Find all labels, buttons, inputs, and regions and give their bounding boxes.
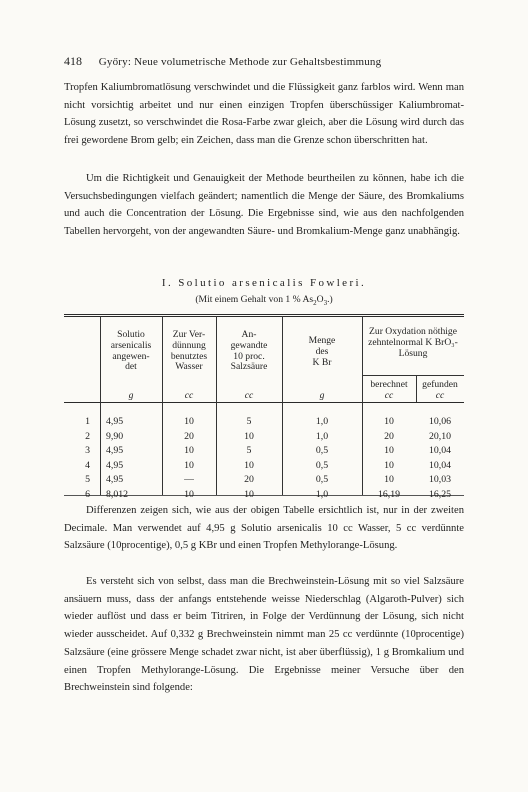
header-solutio-line-1: Solutio bbox=[117, 329, 145, 340]
cell-gefunden: 10,06 bbox=[428, 416, 452, 427]
subtitle-subscript-1: 2 bbox=[313, 298, 317, 307]
table-top-rule bbox=[64, 314, 464, 315]
paragraph-2: Um die Richtigkeit und Genauigkeit der Methode beurtheilen zu können, habe ich die Versuchsbedingungen vielfach geändert; namentlich die Menge der Säure, des Bromkaliums und auch die Concentration der Lösung. Die Ergebnisse sind, wie aus den nachfolgenden Tabellen hervorgeht, von der angewandten Säure- und Bromkalium-Menge ganz unabhängig. bbox=[64, 173, 464, 238]
cell-gefunden: 10,03 bbox=[428, 474, 452, 486]
header-solutio-line-3: angewen- bbox=[112, 350, 150, 362]
header-solutio bbox=[100, 330, 162, 373]
cell-salzsaeure: 20 bbox=[244, 474, 254, 486]
table-row bbox=[64, 474, 464, 488]
cell-kbr: 1,0 bbox=[315, 430, 329, 442]
cell-berechnet: 10 bbox=[384, 416, 394, 427]
paragraph-3: Differenzen zeigen sich, wie aus der obigen Tabelle ersichtlich ist, nur in der zweiten Decimale. Man verwendet auf 4,95 g Solutio arsenicalis 10 cc Wasser, 5 cc verdünnte Salzsäure (10procentige), 0,5 g KBr und einen Tropfen Methylorange-Lösung. bbox=[64, 505, 464, 552]
header-oxydation bbox=[362, 327, 464, 359]
header-kbr bbox=[282, 336, 362, 368]
cell-salzsaeure: 10 bbox=[244, 489, 254, 500]
header-salzsaeure-line-2: gewandte bbox=[230, 339, 268, 351]
row-index: 2 bbox=[85, 430, 90, 442]
cell-gefunden: 16,25 bbox=[428, 489, 452, 500]
row-index: 5 bbox=[85, 474, 90, 486]
header-salzsaeure-line-4: Salzsäure bbox=[230, 361, 268, 373]
cell-wasser: 20 bbox=[184, 430, 194, 442]
cell-gefunden: 10,04 bbox=[428, 445, 452, 457]
cell-kbr: 0,5 bbox=[315, 445, 329, 457]
cell-salzsaeure: 5 bbox=[246, 445, 252, 457]
header-kbr-line-3: K Br bbox=[312, 356, 332, 368]
header-wasser-line-3: benutztes bbox=[170, 350, 208, 362]
header-berechnet: berechnet bbox=[370, 379, 408, 390]
cell-solutio: 9,90 bbox=[106, 430, 124, 442]
unit-solutio: g bbox=[128, 390, 134, 401]
unit-wasser: cc bbox=[184, 390, 194, 401]
running-title: Győry: Neue volumetrische Methode zur Gehaltsbestimmung bbox=[98, 56, 382, 68]
cell-solutio: 4,95 bbox=[106, 445, 124, 457]
cell-solutio: 4,95 bbox=[106, 459, 124, 471]
header-kbr-line-1: Menge bbox=[308, 335, 336, 346]
unit-gefunden: cc bbox=[435, 390, 445, 401]
cell-solutio: 8,012 bbox=[106, 489, 129, 500]
header-wasser-line-1: Zur Ver- bbox=[172, 329, 206, 340]
row-index: 6 bbox=[85, 489, 90, 500]
cell-gefunden: 10,04 bbox=[428, 459, 452, 471]
cell-salzsaeure: 5 bbox=[246, 416, 252, 427]
subheader-rule bbox=[362, 375, 464, 376]
unit-berechnet: cc bbox=[384, 390, 394, 401]
header-solutio-line-4: det bbox=[125, 361, 137, 373]
table-row bbox=[64, 416, 464, 430]
header-kbr-line-2: des bbox=[315, 345, 329, 357]
cell-berechnet: 10 bbox=[384, 445, 394, 457]
cell-salzsaeure: 10 bbox=[244, 430, 254, 442]
cell-salzsaeure: 10 bbox=[244, 459, 254, 471]
header-oxydation-line-1: Zur Oxydation nöthige bbox=[369, 326, 457, 337]
subtitle-text-1: (Mit einem Gehalt von 1 % As bbox=[195, 294, 314, 305]
header-oxydation-line-3: Lösung bbox=[398, 347, 428, 359]
table-row bbox=[64, 445, 464, 459]
paragraph-4: Es versteht sich von selbst, dass man die Brechweinstein-Lösung mit so viel Salzsäure ansäuern muss, dass der anfangs entstehende weisse Niederschlag (Algaroth-Pulver) sich wieder auflöst und dass er beim Titriren, in Folge der Verdünnung der Lösung, sich nicht wieder ausscheidet. Auf 0,332 g Brechweinstein nimmt man 25 cc verdünnte (10procentige) Salzsäure (eine grössere Menge schadet zwar nicht, ist aber überflüssig), 1 g Bromkalium und einen Tropfen Methylorange-Lösung. Die Ergebnisse meiner Versuche über den Brechweinstein sind folgende: bbox=[64, 576, 464, 694]
subtitle-subscript-2: 3 bbox=[323, 298, 328, 307]
header-salzsaeure bbox=[216, 330, 282, 373]
paragraph-1: Tropfen Kaliumbromatlösung verschwindet und die Flüssigkeit ganz farblos wird. Wenn man nicht vorsichtig arbeitet und nur einen einzigen Tropfen überschüssiger Kaliumbromat-Lösung zusetzt, so verschwindet die Rosa-Farbe zwar gleich, aber die Lösung wird durch das frei gewordene Brom gelb; ein Zeichen, dass man die Grenze schon überschritten hat. bbox=[64, 82, 464, 147]
table-header-rule bbox=[64, 402, 464, 403]
subtitle-text-3: .) bbox=[327, 294, 333, 305]
header-wasser bbox=[162, 330, 216, 373]
cell-wasser: 10 bbox=[184, 416, 194, 427]
cell-gefunden: 20,10 bbox=[428, 430, 452, 442]
table-row bbox=[64, 431, 464, 445]
header-oxydation-line-2: zehntelnormal K BrO₃- bbox=[368, 336, 458, 348]
subtitle-text-2: O bbox=[316, 294, 324, 305]
header-wasser-line-2: dünnung bbox=[172, 339, 206, 351]
cell-kbr: 1,0 bbox=[315, 489, 329, 500]
data-table bbox=[64, 314, 464, 500]
table-row bbox=[64, 489, 464, 503]
header-solutio-line-2: arsenicalis bbox=[110, 339, 152, 351]
cell-solutio: 4,95 bbox=[106, 416, 124, 427]
cell-wasser: 10 bbox=[184, 445, 194, 457]
cell-solutio: 4,95 bbox=[106, 474, 124, 486]
table-subtitle bbox=[64, 294, 464, 307]
cell-berechnet: 20 bbox=[384, 430, 394, 442]
table-row bbox=[64, 460, 464, 474]
cell-wasser: — bbox=[184, 474, 194, 486]
cell-berechnet: 10 bbox=[384, 459, 394, 471]
cell-wasser: 10 bbox=[184, 459, 194, 471]
cell-berechnet: 16,19 bbox=[377, 489, 401, 500]
row-index: 1 bbox=[85, 416, 90, 427]
cell-berechnet: 10 bbox=[384, 474, 394, 486]
table-title: I. Solutio arsenicalis Fowleri. bbox=[161, 277, 367, 289]
header-salzsaeure-line-1: An- bbox=[241, 329, 257, 340]
unit-salzsaeure: cc bbox=[244, 390, 254, 401]
row-index: 3 bbox=[85, 445, 90, 457]
cell-wasser: 10 bbox=[184, 489, 194, 500]
header-salzsaeure-line-3: 10 proc. bbox=[233, 350, 265, 362]
page-number: 418 bbox=[64, 54, 82, 68]
running-header bbox=[64, 54, 464, 69]
unit-kbr: g bbox=[319, 390, 325, 401]
cell-kbr: 1,0 bbox=[315, 416, 329, 427]
cell-kbr: 0,5 bbox=[315, 474, 329, 486]
header-gefunden: gefunden bbox=[422, 379, 458, 390]
cell-kbr: 0,5 bbox=[315, 459, 329, 471]
table-top-rule-2 bbox=[64, 316, 464, 317]
row-index: 4 bbox=[85, 459, 90, 471]
header-wasser-line-4: Wasser bbox=[175, 361, 203, 373]
